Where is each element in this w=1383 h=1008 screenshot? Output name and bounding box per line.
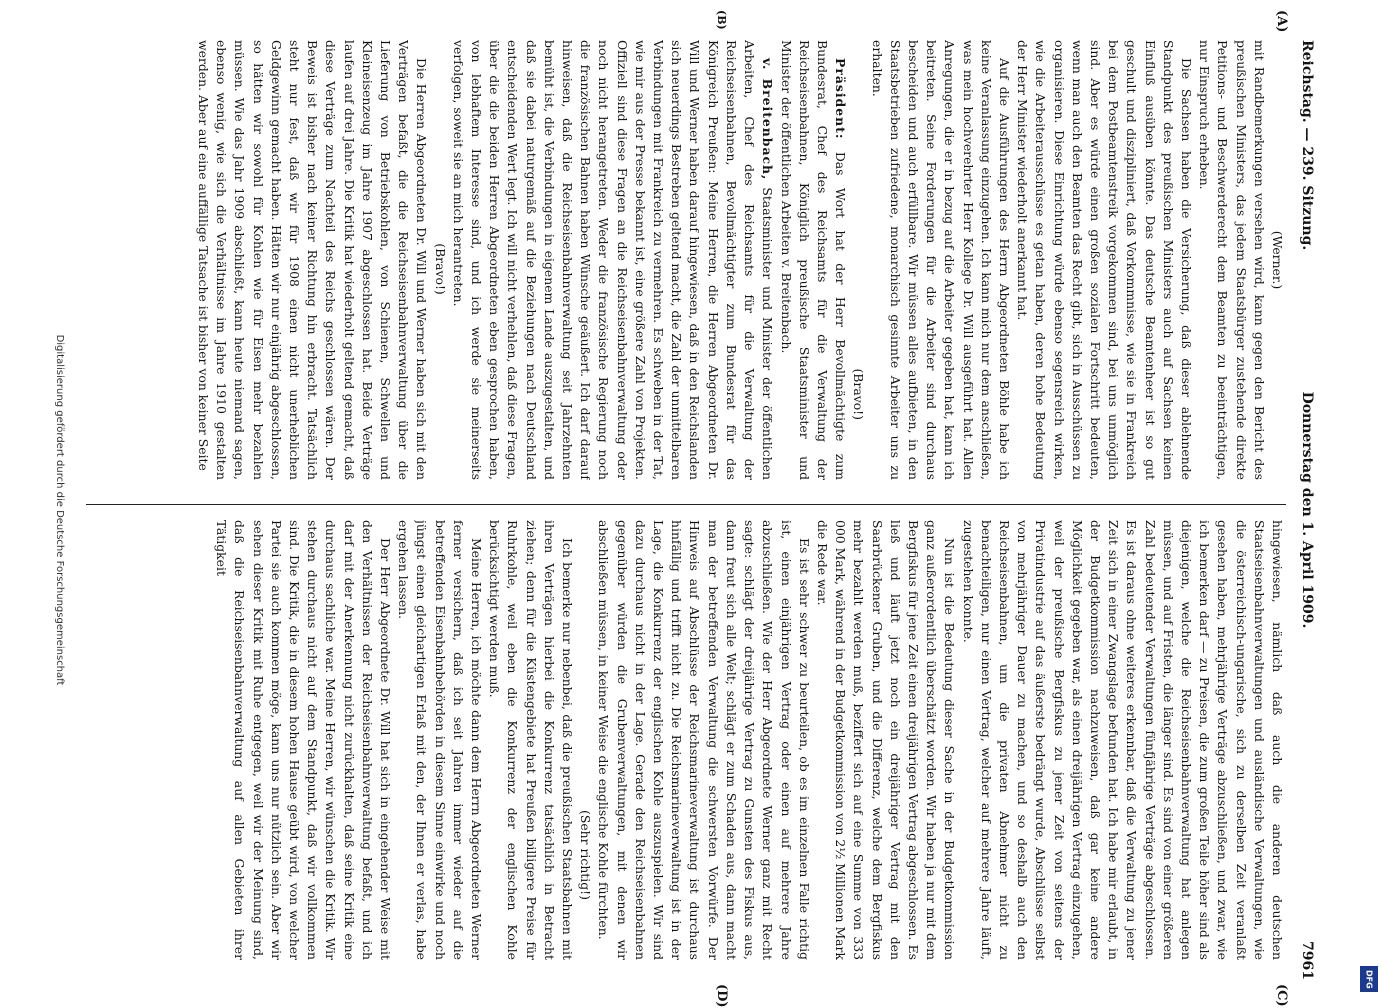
- applause-note: (Bravo!): [851, 368, 867, 420]
- margin-marker-a: (A): [1274, 10, 1289, 33]
- paragraph: Die Herren Abgeordneten Dr. Will und Werner haben sich mit den Verträgen befaßt, die die Reichseisenbahnverwaltung über die Lieferung von Betriebskohlen, von Schienen, Schwellen und Kleineisenzeug im Jahre 1907 abgeschlossen hat. Beide Verträge laufen auf drei Jahre. Die Kritik hat wiederholt geltend gemacht, daß diese Verträge zum Nachteil des Reichs geschlossen wären. Der Beweis ist bisher nach keiner Richtung hin erbracht. Tatsächlich steht nur fest, daß wir für 1908 einen nicht unerheblichen Geldgewinn gemacht haben. Hätten wir nur einjährig abgeschlossen, so hätten wir sowohl für Kohlen wie für Eisen mehr bezahlen müssen. Wie das Jahr 1909 abschließt, kann heute niemand sagen, ebenso wenig, wie sich die Verhältnisse im Jahre 1910 gestalten werden. Aber auf eine auffällige Tatsache ist bisher von keiner Seite: [196, 40, 430, 480]
- page-number: 7961: [1299, 941, 1315, 980]
- header-left: Reichstag. — 239. Sitzung.: [1299, 40, 1315, 251]
- margin-marker-b: (B): [715, 10, 728, 30]
- speaker-name: Präsident:: [833, 58, 849, 140]
- column-divider: [86, 504, 1286, 505]
- paragraph: Nun ist die Bedeutung dieser Sache in der Budgetkommission ganz außerordentlich überschätzt worden. Wir haben ja nur mit dem Bergfiskus für jene Zeit einen dreijährigen Vertrag abgeschlossen. Es ließ und läuft jetzt noch ein dreijähriger Vertrag mit den Saarbrückener Gruben, und die Differenz, welche dem Bergfiskus mehr bezahlt werden muß, beziffert sich auf eine Summe von 333 000 Mark, während in der Budgetkommission von 2½ Millionen Mark die Rede war.: [814, 520, 958, 960]
- speech-text: Staatsminister und Minister der öffentlichen Arbeiten, Chef des Reichsamts für die Verwaltung der Reichseisenbahnen, Bevollmächtigter zum Bundesrat für das Königreich Preußen: Meine Herren, die Herren Abgeordneten Dr. Will und Werner haben darauf hingewiesen, daß in den Reichslanden sich neuerdings Bestreben geltend macht, die Zahl der unmittelbaren Verbindungen mit Frankreich zu vermehren. Es schweben in der Tat, wie mir aus der Presse bekannt ist, eine größere Zahl von Projekten. Offiziell sind diese Fragen an die Reichseisenbahnverwaltung oder noch nicht herangetreten. Weder die französische Regierung noch die französischen Bahnen haben Wünsche geäußert. Ich darf darauf hinweisen, daß die Reichseisenbahnverwaltung seit Jahrzehnten bemüht ist, die Verbindungen in eigenem Lande auszugestalten, und daß sie dabei naturgemäß auf die Beziehungen nach Deutschland entscheidenden Wert legt. Ich will nicht verhehlen, daß diese Fragen, über die die beiden Herren Abgeordneten eben gesprochen haben, von lebhaftem Interesse sind, und ich werde sie meinerseits verfolgen, soweit sie an mich herantreten.: [450, 40, 776, 480]
- paragraph: Es ist sehr schwer zu beurteilen, ob es im einzelnen Falle richtig ist, einen einjährigen Vertrag oder einen auf mehrere Jahre abzuschließen. Wie der Herr Abgeordnete Werner ganz mit Recht sagte: schlägt der dreijährige Vertrag zu Gunsten des Fiskus aus, dann freut sich alle Welt; schlägt er zum Schaden aus, dann macht man der betreffenden Verwaltung die schwersten Vorwürfe. Der Hinweis auf Abschlüsse der Reichsmarineverwaltung ist durchaus hinfällig und trifft nicht zu. Die Reichsmarineverwaltung ist in der Lage, die Konkurrenz der englischen Kohle auszuspielen. Wir sind dazu durchaus nicht in der Lage. Gerade den Reichseisenbahnen gegenüber würden die Grubenverwaltungen, mit denen wir abschließen müssen, in keiner Weise die englische Kohle fürchten.: [596, 520, 812, 960]
- minister-paragraph: [449, 40, 777, 480]
- applause-note: (Sehr richtig!): [578, 810, 594, 900]
- page-header: [1292, 40, 1320, 980]
- dfg-logo: DFG: [1360, 966, 1378, 992]
- president-paragraph: [776, 40, 849, 480]
- right-column: [76, 520, 1286, 960]
- paragraph: Der Herr Abgeordnete Dr. Will hat sich in eingehender Weise mit den Verhältnissen der Reichseisenbahnverwaltung befaßt, und ich darf mit der Anerkennung nicht zurückhalten, daß seine Kritik eine durchaus sachliche war. Meine Herren, wir wünschen die Kritik. Wir stehen durchaus nicht auf dem Standpunkt, daß wir vollkommen sind. Die Kritik, die in diesem hohen Hause geübt wird, von welcher Partei sie auch kommen möge, kann uns nur nützlich sein. Aber wir sehen dieser Kritik mit Ruhe entgegen, weil wir der Meinung sind, daß die Reichseisenbahnverwaltung auf allen Gebieten ihrer Tätigkeit: [214, 520, 394, 960]
- paragraph: Ich bemerke nur nebenbei, daß die preußischen Staatsbahnen mit ihren Verträgen hierbei die Konkurrenz tatsächlich in Betracht ziehen; denn für die Küstengebiete hat Preußen billigere Preise für Ruhrkohle, weil eben die Konkurrenz der englischen Kohle berücksichtigt werden muß.: [487, 520, 576, 960]
- paragraph: Die Sachsen haben die Versicherung, daß dieser ablehnende Standpunkt des preußischen Ministers auch auf Sachsen keinen Einfluß ausüben könnte. Das deutsche Beamtenheer ist so gut geschult und diszipliniert, daß Vorkommnisse, wie sie in Frankreich bei dem Postbeamtenstreik vorgekommen sind, bei uns unmöglich sind. Aber es würde einen großen sozialen Fortschritt bedeuten, wenn man auch den Beamten das Recht gibt, sich in Ausschüssen zu organisieren. Diese Einrichtung würde ebenso segensreich wirken, wie die Arbeiterausschüsse es getan haben, deren hohe Bedeutung der Herr Minister wiederholt anerkannt hat.: [1015, 40, 1194, 480]
- left-column: [76, 40, 1286, 480]
- speaker-tag: (Werner.): [1270, 230, 1285, 290]
- header-date: Donnerstag den 1. April 1909.: [1299, 391, 1315, 629]
- margin-marker-c: (C): [1274, 984, 1289, 1007]
- margin-marker-d: (D): [714, 984, 729, 1008]
- paragraph: Auf die Ausführungen des Herrn Abgeordneten Böhle habe ich keine Veranlassung einzugehen. Ich kann mich nur dem anschließen, was mein hochverehrter Herr Kollege Dr. Will ausgeführt hat. Allen Anregungen, die er in bezug auf die Arbeiter gegeben hat, kann ich beitreten. Seine Forderungen für die Arbeiter sind durchaus bescheiden und auch erfüllbare. Wir müssen alles aufbieten, in den Staatsbetrieben zufriedene, monarchisch gesinnte Arbeiter uns zu erhalten.: [869, 40, 1012, 480]
- paragraph: Meine Herren, ich möchte dann dem Herrn Abgeordneten Werner ferner versichern, daß ich seit Jahren immer wieder auf die betreffenden Eisenbahnbehörden in diesem Sinne einwirke und noch jüngst einen gleichartigen Erlaß mit den, der Ihnen er verlas, habe ergehen lassen.: [396, 520, 485, 960]
- paragraph: mit Randbemerkungen versehen wird, kann gegen den Bericht des preußischen Ministers, das jedem Staatsbürger zustehende direkte Petitions- und Beschwerderecht dem Beamten zu beeinträchtigen, nur Einspruch erheben.: [1197, 40, 1267, 480]
- speaker-name: v. Breitenbach,: [760, 58, 776, 181]
- paragraph: hingewiesen, nämlich daß auch die anderen deutschen Staatseisenbahnverwaltungen und ausländische Verwaltungen, wie die österreichisch-ungarische, sich zu derselben Zeit veranlaßt gesehen haben, mehrjährige Verträge abzuschließen, und zwar, wie ich bemerken darf — zu Preisen, die zum großen Teile höher sind als diejenigen, welche die Reichseisenbahnverwaltung hat anlegen müssen, und auf Fristen, die länger sind. Es sind von einer größeren Zahl bedeutender Verwaltungen fünfjährige Verträge abgeschlossen. Es ist daraus ohne weiteres erkennbar, daß die Verwaltung zu jener Zeit sich in einer Zwangslage befunden hat. Ich habe mir erlaubt, in der Budgetkommission nachzuweisen, daß gar keine andere Möglichkeit gegeben war, als einen dreijährigen Vertrag einzugehen, weil der preußische Bergfiskus zu jener Zeit von seitens der Privatindustrie auf das äußerste bedrängt wurde, Abschlüsse selbst von mehrjähriger Dauer zu machen, und so deshalb auch den Reichseisenbahnen, um die privaten Abnehmer nicht zu benachteiligen, nur einen Vertrag, welcher auf mehrere Jahre läuft, zugestehen konnte.: [960, 520, 1285, 960]
- applause-note: (Bravo!): [432, 243, 448, 295]
- speech-text: Das Wort hat der Herr Bevollmächtigte zum Bundesrat, Chef des Reichsamts für die Verwaltung der Reichseisenbahnen, Königlich preußische Staatsminister und Minister der öffentlichen Arbeiten v. Breitenbach.: [778, 40, 849, 480]
- document-page: [50, 10, 1320, 1008]
- digitization-credit: Digitalisierung gefördert durch die Deutsche Forschungsgemeinschaft: [54, 334, 65, 686]
